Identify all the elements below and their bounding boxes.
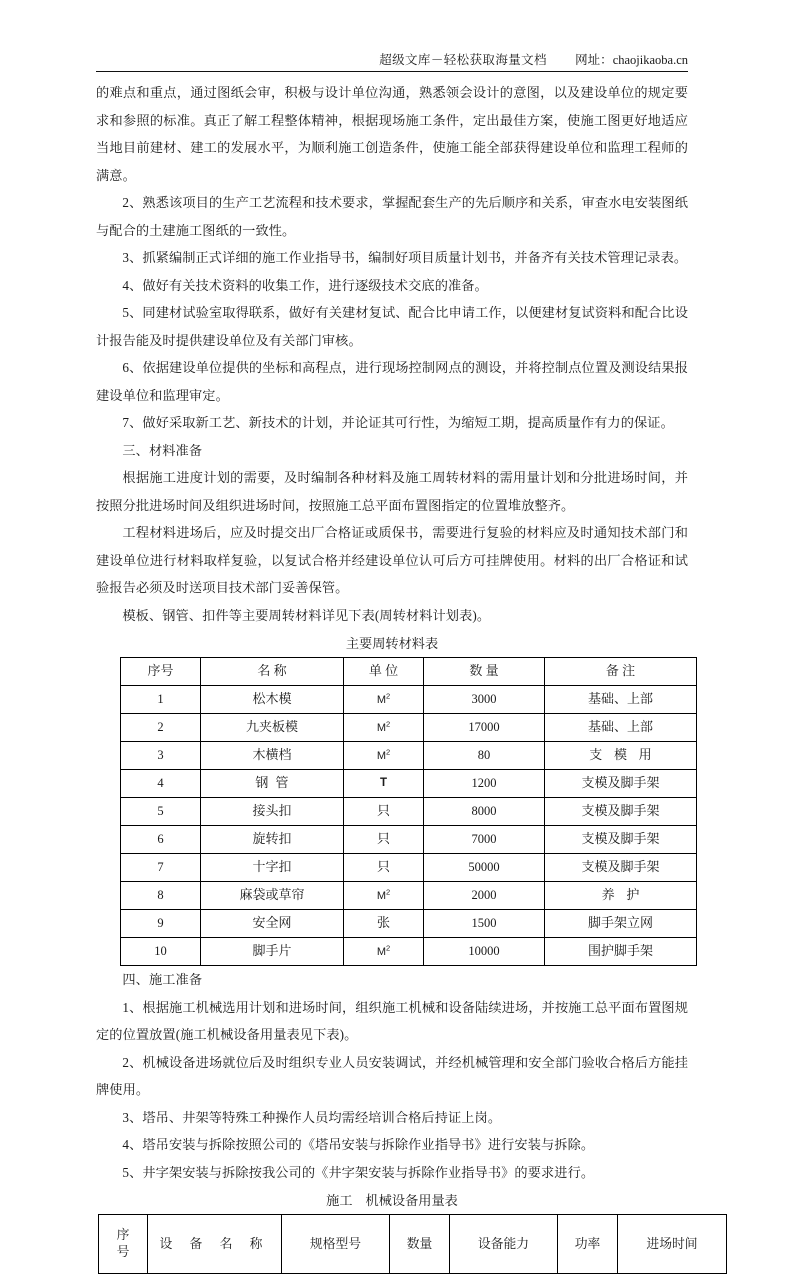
cell-remark: 支模及脚手架 [545, 798, 697, 826]
material-table-body [121, 686, 697, 966]
cell-name: 十字扣 [201, 854, 344, 882]
cell-quantity: 7000 [424, 826, 545, 854]
equipment-table [98, 1214, 727, 1274]
cell-no: 9 [121, 910, 201, 938]
cell-quantity: 10000 [424, 938, 545, 966]
equipment-caption-part-b: 机械设备用量表 [365, 1193, 458, 1208]
section-heading-four: 四、施工准备 [122, 972, 203, 987]
header-name: 名 称 [201, 658, 344, 686]
cell-no: 3 [121, 742, 201, 770]
table-row [121, 826, 697, 854]
cell-remark: 支模用 [545, 742, 697, 770]
cell-unit: $M^2$ [344, 714, 424, 742]
cell-quantity: 3000 [424, 686, 545, 714]
equipment-caption-part-a: 施工 [326, 1193, 353, 1208]
prep-item-2: 2、机械设备进场就位后及时组织专业人员安装调试，并经机械管理和安全部门验收合格后方能挂牌使用。 [96, 1054, 688, 1097]
cell-quantity: 80 [424, 742, 545, 770]
cell-quantity: 17000 [424, 714, 545, 742]
section-heading-three: 三、材料准备 [122, 442, 203, 458]
paragraph-material-plan: 根据施工进度计划的需要，及时编制各种材料及施工周转材料的需用量计划和分批进场时间，并按照分批进场时间及组织进场时间，按照施工总平面布置图指定的位置堆放整齐。 [96, 470, 688, 513]
cell-no: 6 [121, 826, 201, 854]
cell-unit: T [344, 770, 424, 798]
paragraph-item-5: 5、同建材试验室取得联系，做好有关建材复试、配合比申请工作，以便建材复试资料和配合比设计报告能及时提供建设单位及有关部门审核。 [96, 305, 688, 348]
cell-quantity: 1200 [424, 770, 545, 798]
table-row [121, 854, 697, 882]
cell-no: 7 [121, 854, 201, 882]
cell-name: 钢管 [201, 770, 344, 798]
header-equipment-capacity: 设备能力 [450, 1215, 558, 1274]
prep-item-4: 4、塔吊安装与拆除按照公司的《塔吊安装与拆除作业指导书》进行安装与拆除。 [122, 1137, 595, 1152]
cell-no: 10 [121, 938, 201, 966]
site-url: chaojikaoba.cn [612, 53, 688, 67]
header-equipment-power: 功率 [558, 1215, 618, 1274]
table-row [121, 686, 697, 714]
header-quantity: 数 量 [424, 658, 545, 686]
header-no-line2: 号 [116, 1245, 130, 1259]
site-title: 超级文库－轻松获取海量文档 [379, 53, 547, 67]
table-row [121, 938, 697, 966]
cell-remark: 基础、上部 [545, 686, 697, 714]
cell-unit: $M^2$ [344, 686, 424, 714]
header-equipment-qty: 数量 [390, 1215, 450, 1274]
paragraph-table-reference: 模板、钢管、扣件等主要周转材料详见下表(周转材料计划表)。 [122, 607, 491, 623]
cell-remark: 支模及脚手架 [545, 770, 697, 798]
paragraph-material-arrival: 工程材料进场后，应及时提交出厂合格证或质保书，需要进行复验的材料应及时通知技术部门和建设单位进行材料取样复验，以复试合格并经建设单位认可后方可挂牌使用。材料的出厂合格证和试验报告必须及时送项目技术部门妥善保管。 [96, 525, 688, 595]
cell-unit: $M^2$ [344, 742, 424, 770]
cell-no: 8 [121, 882, 201, 910]
cell-unit: 只 [344, 854, 424, 882]
cell-no: 5 [121, 798, 201, 826]
cell-unit: 只 [344, 826, 424, 854]
paragraph-item-7: 7、做好采取新工艺、新技术的计划，并论证其可行性，为缩短工期，提高质量作有力的保证。 [122, 415, 674, 430]
cell-remark: 围护脚手架 [545, 938, 697, 966]
running-header [96, 0, 688, 68]
header-no-line1: 序 [116, 1228, 130, 1242]
paragraph-continued: 的难点和重点，通过图纸会审，积极与设计单位沟通，熟悉领会设计的意图，以及建设单位的规定要求和参照的标准。真正了解工程整体精神，根据现场施工条件，定出最佳方案，使施工图更好地适应当地目前建材、建工的发展水平，为顺利施工创造条件，使施工能全部获得建设单位和监理工程师的满意。 [96, 85, 688, 183]
table-row [121, 770, 697, 798]
cell-unit: $M^2$ [344, 938, 424, 966]
material-table [120, 657, 697, 966]
cell-unit: 张 [344, 910, 424, 938]
header-unit: 单 位 [344, 658, 424, 686]
cell-name: 脚手片 [201, 938, 344, 966]
cell-quantity: 1500 [424, 910, 545, 938]
table-header-row [121, 658, 697, 686]
paragraph-item-3: 3、抓紧编制正式详细的施工作业指导书，编制好项目质量计划书，并备齐有关技术管理记录表。 [122, 250, 688, 265]
page-content [96, 0, 698, 1274]
cell-name: 九夹板模 [201, 714, 344, 742]
cell-remark: 支模及脚手架 [545, 854, 697, 882]
cell-no: 2 [121, 714, 201, 742]
cell-name: 松木模 [201, 686, 344, 714]
cell-unit: 只 [344, 798, 424, 826]
cell-remark: 养护 [545, 882, 697, 910]
cell-name: 木横档 [201, 742, 344, 770]
table-row [121, 910, 697, 938]
header-equipment-name: 设 备 名 称 [148, 1215, 282, 1274]
cell-name: 麻袋或草帘 [201, 882, 344, 910]
prep-item-5: 5、井字架安装与拆除按我公司的《井字架安装与拆除作业指导书》的要求进行。 [122, 1164, 595, 1180]
header-no: 序号 [121, 658, 201, 686]
header-remark: 备 注 [545, 658, 697, 686]
table-row [121, 798, 697, 826]
equipment-table-caption [96, 1190, 688, 1212]
header-divider [96, 71, 688, 72]
cell-name: 旋转扣 [201, 826, 344, 854]
table-row [121, 742, 697, 770]
cell-quantity: 50000 [424, 854, 545, 882]
header-equipment-no [99, 1215, 148, 1274]
paragraph-item-4: 4、做好有关技术资料的收集工作，进行逐级技术交底的准备。 [122, 277, 488, 293]
material-table-caption: 主要周转材料表 [345, 636, 439, 651]
equipment-header-row [99, 1215, 727, 1274]
header-equipment-model: 规格型号 [282, 1215, 390, 1274]
table-row [121, 714, 697, 742]
cell-no: 4 [121, 770, 201, 798]
cell-unit: $M^2$ [344, 882, 424, 910]
cell-no: 1 [121, 686, 201, 714]
prep-item-1: 1、根据施工机械选用计划和进场时间，组织施工机械和设备陆续进场，并按施工总平面布置图规定的位置放置(施工机械设备用量表见下表)。 [96, 999, 688, 1042]
header-equipment-arrival: 进场时间 [618, 1215, 727, 1274]
paragraph-item-2: 2、熟悉该项目的生产工艺流程和技术要求，掌握配套生产的先后顺序和关系，审查水电安装图纸与配合的土建施工图纸的一致性。 [96, 195, 688, 238]
cell-quantity: 2000 [424, 882, 545, 910]
cell-remark: 支模及脚手架 [545, 826, 697, 854]
url-label: 网址： [575, 53, 613, 67]
cell-name: 接头扣 [201, 798, 344, 826]
table-row [121, 882, 697, 910]
prep-item-3: 3、塔吊、井架等特殊工种操作人员均需经培训合格后持证上岗。 [122, 1109, 502, 1125]
cell-quantity: 8000 [424, 798, 545, 826]
paragraph-item-6: 6、依据建设单位提供的坐标和高程点，进行现场控制网点的测设，并将控制点位置及测设结果报建设单位和监理审定。 [96, 360, 688, 403]
cell-name: 安全网 [201, 910, 344, 938]
cell-remark: 脚手架立网 [545, 910, 697, 938]
cell-remark: 基础、上部 [545, 714, 697, 742]
